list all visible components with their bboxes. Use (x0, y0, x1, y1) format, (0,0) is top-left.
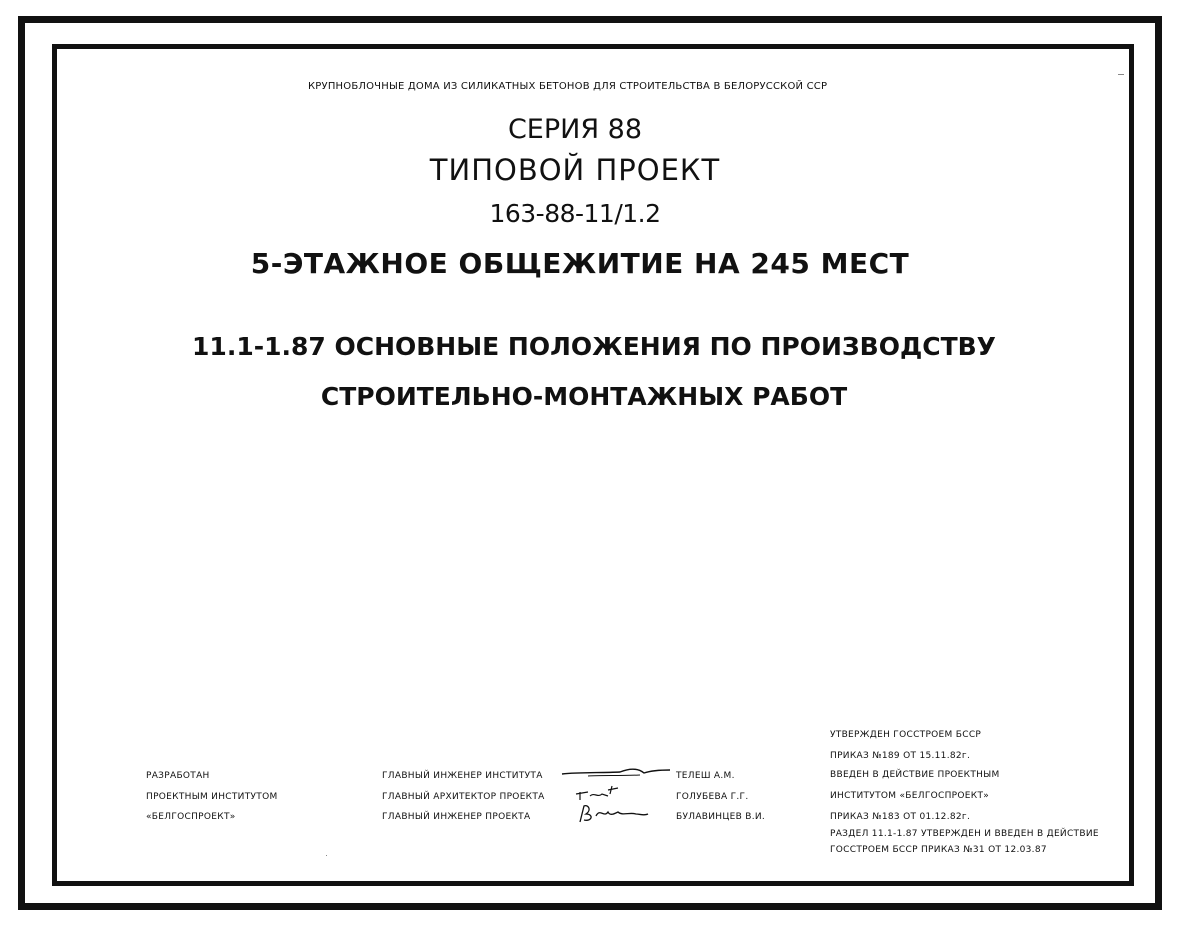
signatory-position: ГЛАВНЫЙ ИНЖЕНЕР ИНСТИТУТА (382, 771, 543, 781)
project-type-title: ТИПОВОЙ ПРОЕКТ (429, 153, 721, 187)
approval-line: ВВЕДЕН В ДЕЙСТВИЕ ПРОЕКТНЫМ (830, 770, 1000, 780)
section-title-line-2: СТРОИТЕЛЬНО-МОНТАЖНЫХ РАБОТ (320, 382, 848, 411)
signatory-position: ГЛАВНЫЙ ИНЖЕНЕР ПРОЕКТА (382, 812, 531, 822)
signature-golubeva (572, 780, 632, 802)
developer-institute-name: «БЕЛГОСПРОЕКТ» (146, 812, 236, 822)
series-title: СЕРИЯ 88 (507, 114, 643, 145)
signatory-name: БУЛАВИНЦЕВ В.И. (676, 812, 766, 822)
scan-mark (326, 855, 327, 856)
approval-line: ПРИКАЗ №183 ОТ 01.12.82г. (830, 812, 971, 822)
scan-mark (1118, 74, 1124, 75)
approval-line: ГОССТРОЕМ БССР ПРИКАЗ №31 ОТ 12.03.87 (830, 845, 1047, 855)
building-title: 5-ЭТАЖНОЕ ОБЩЕЖИТИЕ НА 245 МЕСТ (250, 247, 910, 280)
signature-telesh (560, 764, 672, 780)
approval-line: ИНСТИТУТОМ «БЕЛГОСПРОЕКТ» (830, 791, 990, 801)
signatory-position: ГЛАВНЫЙ АРХИТЕКТОР ПРОЕКТА (382, 792, 545, 802)
document-subtitle: КРУПНОБЛОЧНЫЕ ДОМА ИЗ СИЛИКАТНЫХ БЕТОНОВ ДЛЯ СТРОИТЕЛЬСТВА В БЕЛОРУССКОЙ ССР (308, 81, 828, 92)
signatory-name: ТЕЛЕШ А.М. (676, 771, 735, 781)
project-number: 163-88-11/1.2 (489, 199, 661, 228)
developer-label: РАЗРАБОТАН (146, 771, 210, 781)
approval-line: РАЗДЕЛ 11.1-1.87 УТВЕРЖДЕН И ВВЕДЕН В ДЕЙСТВИЕ (830, 829, 1099, 839)
section-title-line-1: 11.1-1.87 ОСНОВНЫЕ ПОЛОЖЕНИЯ ПО ПРОИЗВОДСТВУ (192, 332, 996, 361)
signatory-name: ГОЛУБЕВА Г.Г. (676, 792, 749, 802)
approval-line: УТВЕРЖДЕН ГОССТРОЕМ БССР (830, 730, 982, 740)
approval-line: ПРИКАЗ №189 ОТ 15.11.82г. (830, 751, 971, 761)
signature-bulavintsev (574, 802, 654, 826)
developer-institute: ПРОЕКТНЫМ ИНСТИТУТОМ (146, 792, 278, 802)
